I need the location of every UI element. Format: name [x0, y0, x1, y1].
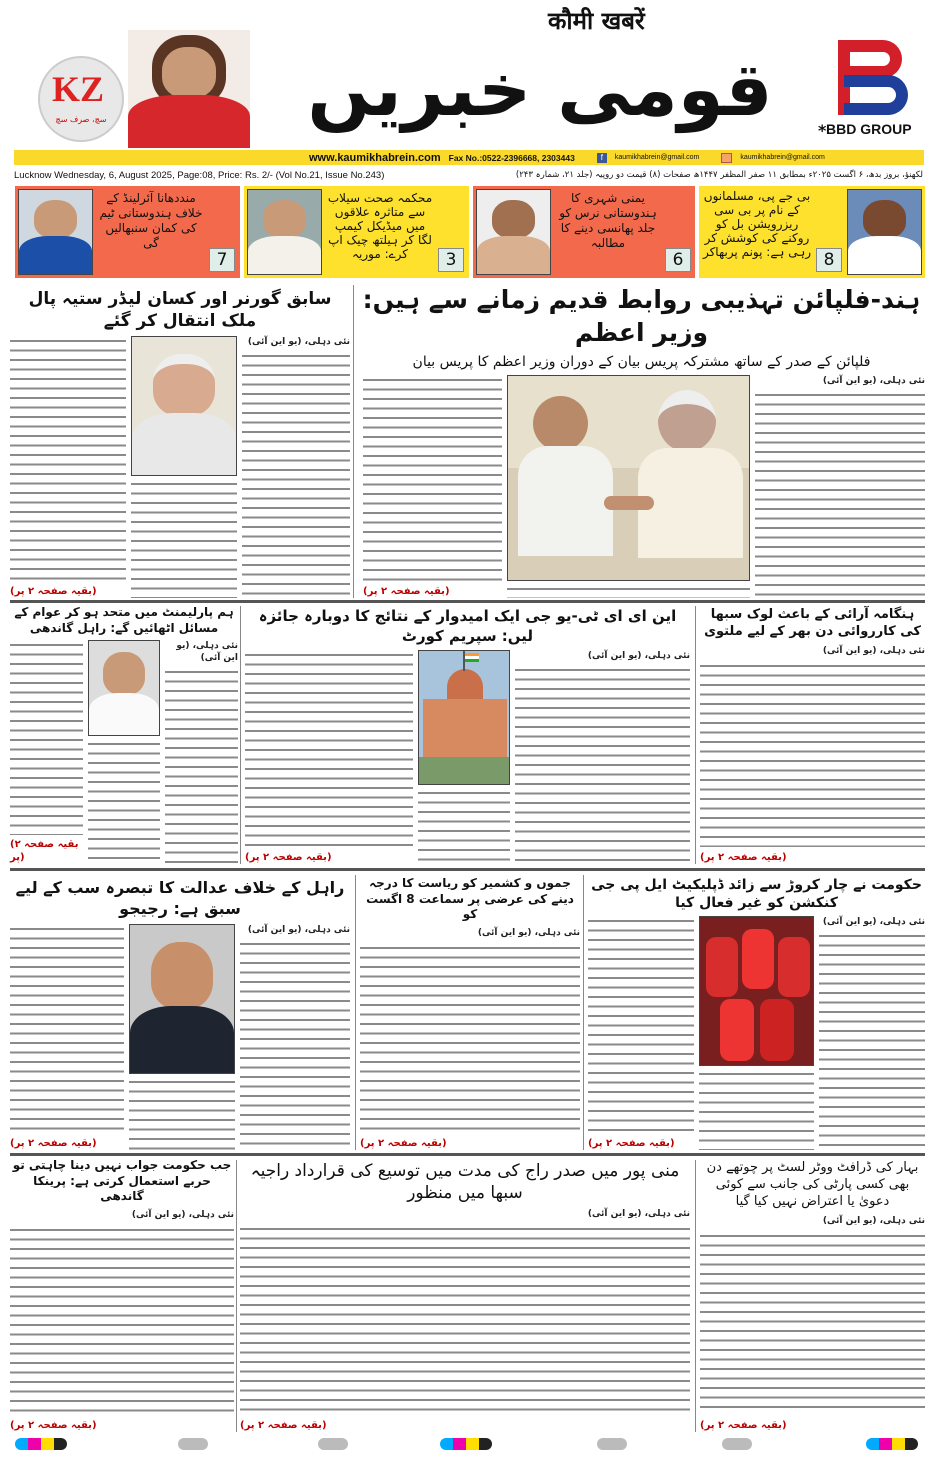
continued-link[interactable]: (بقیہ صفحہ ۲ پر): [700, 852, 787, 863]
photo-rahul-gandhi: [88, 640, 160, 736]
continued-link[interactable]: (بقیہ صفحہ ۲ پر): [245, 852, 332, 863]
photo-lpg-cylinders: [699, 916, 814, 1066]
story-priyanka-gandhi: [10, 1158, 234, 1432]
article-body: [360, 943, 580, 1133]
teaser-photo: [18, 189, 93, 275]
continued-link[interactable]: (بقیہ صفحہ ۲ پر): [360, 1138, 447, 1149]
continued-link[interactable]: (بقیہ صفحہ ۲ پر): [10, 586, 97, 597]
headline-satyapal-malik: سابق گورنر اور کسان لیڈر ستیہ پال ملک انتقال کر گئے: [28, 289, 332, 332]
headline-manipur-presidents-rule: منی پور میں صدر راج کی مدت میں توسیع کی قرارداد راجیہ سبھا میں منظور: [250, 1161, 680, 1204]
article-body: [240, 1224, 690, 1415]
teaser-1[interactable]: [244, 186, 469, 278]
article-body: [515, 665, 690, 864]
teaser-photo: [247, 189, 322, 275]
story-rijiju: [10, 878, 350, 1150]
left-logo-tagline: سچ، صرف سچ: [55, 115, 107, 124]
teaser-0[interactable]: [15, 186, 240, 278]
continued-link[interactable]: (بقیہ صفحہ ۲ پر): [363, 586, 450, 597]
email-link[interactable]: kaumikhabrein@gmail.com: [740, 154, 825, 161]
column-divider: [236, 1160, 237, 1432]
masthead-photo: [128, 30, 250, 148]
photo-supreme-court: [418, 650, 510, 785]
continued-link[interactable]: (بقیہ صفحہ ۲ پر): [10, 839, 79, 863]
article-body: [245, 650, 413, 848]
article-body: [363, 375, 502, 582]
teaser-text: محکمہ صحت سیلاب سے متاثرہ علاقوں میں میڈیکل کیمپ لگا کر ہیلتھ چیک اپ کرے: موریہ: [327, 191, 433, 261]
dateline-english: Lucknow Wednesday, 6, August 2025, Page:08, Price: Rs. 2/- (Vol No.21, Issue No.243): [14, 170, 385, 181]
story-pm-philippines: [358, 284, 925, 598]
article-body: [129, 1077, 235, 1150]
column-divider: [353, 285, 354, 598]
headline-lpg-connections: حکومت نے چار کروڑ سے زائد ڈپلیکیٹ ایل پی جی کنکشن کو غیر فعال کیا: [591, 877, 922, 912]
headline-neet-ug: این ای ای ٹی-یو جی ایک امیدوار کے نتائج کا دوبارہ جائزہ لیں: سپریم کورٹ: [258, 607, 677, 645]
article-dateline: نئی دہلی، (یو این آئی): [247, 337, 350, 348]
story-lpg-connections: [588, 876, 925, 1150]
column-divider: [355, 875, 356, 1150]
article-body: [588, 916, 694, 1134]
article-body: [10, 1225, 234, 1415]
headline-jk-statehood: جموں و کشمیر کو ریاست کا درجہ دینے کی عرضی پر سماعت 8 اگست کو: [366, 876, 574, 922]
headline-rijiju: راہل کے خلاف عدالت کا تبصرہ سب کے لیے سبق ہے: رجیجو: [15, 878, 345, 918]
article-dateline: نئی دہلی، (یو این آئی): [247, 924, 350, 935]
story-neet-ug: [245, 607, 690, 864]
article-body: [165, 667, 238, 864]
hindi-title: कौमी खबरें: [548, 7, 645, 35]
article-body: [755, 390, 925, 598]
newspaper-title: قومی خبریں: [307, 47, 773, 133]
article-dateline: نئی دہلی، (یو این آئی): [587, 1209, 690, 1220]
continued-link[interactable]: (بقیہ صفحہ ۲ پر): [10, 1138, 97, 1149]
headline-bihar-voter-list: بہار کی ڈرافٹ ووٹر لسٹ پر چوتھے دن بھی کسی پارٹی کی جانب سے کوئی دعویٰ یا اعتراض نہیں کیا گیا: [706, 1160, 919, 1209]
headline-priyanka-gandhi: جب حکومت جواب نہیں دینا چاہتی تو حربے استعمال کرتی ہے: پرینکا گاندھی: [12, 1158, 232, 1204]
teaser-3[interactable]: [699, 186, 925, 278]
left-logo: [38, 56, 124, 142]
article-dateline: نئی دہلی، (یو این آئی): [822, 645, 925, 656]
section-divider: [10, 1153, 925, 1156]
teaser-page-number: 8: [816, 248, 842, 272]
article-body: [819, 931, 925, 1150]
article-dateline: نئی دہلی، (یو این آئی): [822, 376, 925, 387]
article-body: [700, 1231, 925, 1415]
section-divider: [10, 868, 925, 871]
email-icon: [721, 153, 732, 163]
bbd-group-label: BBD GROUP: [826, 121, 912, 137]
column-divider: [583, 875, 584, 1150]
article-dateline: نئی دہلی، (یو این آئی): [822, 1215, 925, 1226]
teaser-text: بی جے پی، مسلمانوں کے نام پر بی سی ریزرویشن بل کو روکنے کی کوشش کر رہی ہے: پونم پربھاکر: [702, 189, 812, 259]
continued-link[interactable]: (بقیہ صفحہ ۲ پر): [700, 1420, 787, 1431]
facebook-link[interactable]: kaumikhabrein@gmail.com: [614, 154, 700, 161]
teaser-page-number: 7: [209, 248, 235, 272]
photo-satyapal-malik: [131, 336, 237, 476]
headline-rahul-parliament: ہم پارلیمنٹ میں متحد ہو کر عوام کے مسائل اٹھائیں گے: راہل گاندھی: [14, 605, 234, 635]
column-divider: [240, 606, 241, 864]
teaser-page-number: 6: [665, 248, 691, 272]
column-divider: [695, 1160, 696, 1432]
headline-pm-philippines: ہند-فلپائن تہذیبی روابط قدیم زمانے سے ہیں: وزیر اعظم: [362, 285, 921, 347]
column-divider: [695, 606, 696, 864]
kz-mark: KZ: [52, 69, 105, 109]
article-body: [418, 788, 510, 864]
masthead-asterisk: *: [818, 121, 827, 140]
article-body: [700, 661, 925, 847]
website-link[interactable]: www.kaumikhabrein.com: [309, 151, 441, 164]
article-dateline: نئی دہلی، (یو این آئی): [477, 927, 580, 938]
section-divider: [10, 600, 925, 603]
bbd-logo: [838, 40, 908, 115]
story-bihar-voter-list: [700, 1160, 925, 1432]
teaser-page-number: 3: [438, 248, 464, 272]
story-manipur: [240, 1160, 690, 1432]
teaser-photo: [847, 189, 922, 275]
continued-link[interactable]: (بقیہ صفحہ ۲ پر): [10, 1420, 97, 1431]
subhead-pm-philippines: فلپائن کے صدر کے ساتھ مشترکہ پریس بیان کے دوران وزیر اعظم کا پریس بیان: [412, 354, 871, 370]
article-body: [131, 479, 237, 598]
article-dateline: نئی دہلی، (یو این آئی): [131, 1209, 234, 1220]
continued-link[interactable]: (بقیہ صفحہ ۲ پر): [588, 1138, 675, 1149]
continued-link[interactable]: (بقیہ صفحہ ۲ پر): [240, 1420, 327, 1431]
teaser-text: یمنی شہری کا ہندوستانی نرس کو جلد پھانسی دینے کا مطالبہ: [559, 191, 657, 250]
article-dateline: نئی دہلی، (یو این آئی): [822, 917, 925, 928]
article-body: [10, 640, 83, 835]
article-dateline: نئی دہلی، (یو این آئی): [176, 641, 238, 664]
article-body: [242, 351, 350, 598]
facebook-icon: f: [597, 153, 607, 163]
article-body: [88, 739, 160, 864]
story-jk-statehood: [360, 876, 580, 1150]
article-body: [240, 939, 350, 1150]
headline-lok-sabha: ہنگامہ آرائی کے باعث لوک سبھا کی کارروائی دن بھر کے لیے ملتوی: [704, 607, 921, 639]
photo-kiren-rijiju: [129, 924, 235, 1074]
article-body: [10, 924, 124, 1134]
article-dateline: نئی دہلی، (یو این آئی): [587, 651, 690, 661]
article-body: [699, 1069, 814, 1150]
teaser-photo: [476, 189, 551, 275]
article-body: [507, 584, 750, 598]
story-lok-sabha: [700, 607, 925, 864]
story-rahul-parliament: [10, 605, 238, 864]
article-body: [10, 336, 126, 582]
teaser-text: منددھانا آئرلینڈ کے خلاف ہندوستانی ٹیم کی کمان سنبھالیں گی: [99, 191, 203, 250]
teaser-2[interactable]: [473, 186, 695, 278]
fax-number: Fax No.:0522-2396668, 2303443: [448, 152, 575, 163]
dateline-urdu: لکھنؤ، بروز بدھ، ۶ اگست ۲۰۲۵ء بمطابق ۱۱ صفر المظفر ۱۴۴۷ھ صفحات (۸) قیمت دو روپیہ (جلد ۲۱، شمارہ ۲۴۳): [515, 170, 923, 180]
photo-modi-marcos: [507, 375, 750, 581]
info-bar: [14, 150, 924, 165]
story-satyapal-malik: [10, 288, 350, 598]
